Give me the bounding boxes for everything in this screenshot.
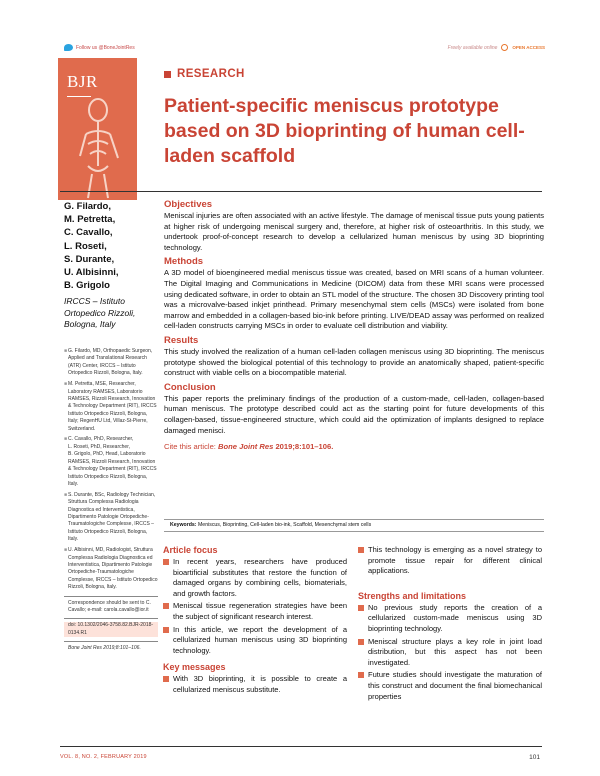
cite-details: 2019;8:101–106. <box>275 442 334 452</box>
notes-divider <box>64 618 158 619</box>
bullet-square-icon <box>163 603 169 609</box>
cite-journal: Bone Joint Res <box>218 442 274 452</box>
article-title: Patient-specific meniscus prototype based on 3D bioprinting of human cell-laden scaffold <box>164 95 525 167</box>
open-access-lock-icon <box>501 44 508 51</box>
author-note: ■ S. Durante, BSc, Radiology Technician, Struttura Complessa Radiologia Diagnostica ed Interventistica, Dipartimento Patologie Ortopediche-Traumatologiche Complesse, IRCCS – Istituto Ortopedico Rizzoli, Bologna, Italy. <box>64 491 156 543</box>
author-notes <box>64 348 158 656</box>
list-item: Meniscal tissue regeneration strategies have been the subject of significant research interest. <box>163 601 347 622</box>
doi-link[interactable]: doi: 10.1302/2046-3758.82.BJR-2018-0134.R1 <box>64 622 158 637</box>
author: B. Grigolo <box>64 280 110 292</box>
list-item: In this article, we report the development of a cellularized human meniscus using 3D bioprinting technology. <box>163 625 347 657</box>
bjr-citation: Bone Joint Res 2019;8:101–106. <box>68 645 141 652</box>
section-label <box>164 68 245 80</box>
keywords-label: Keywords: <box>170 522 197 528</box>
summary-right-column <box>358 539 542 704</box>
article-focus-heading: Article focus <box>163 545 218 555</box>
key-messages-heading: Key messages <box>163 662 226 673</box>
cite-this-article <box>164 442 544 451</box>
objectives-text: Meniscal injuries are often associated with an active lifestyle. The damage of meniscal tissue puts young patients at higher risk of undergoing meniscal surgery and, therefore, at higher risk of osteoarthritis. In this study, we undertook proof-of-concept research to develop a cellularized human meniscus by using 3D bioprinting technology. <box>164 211 544 252</box>
twitter-link[interactable] <box>64 44 135 51</box>
author-note: ■ M. Petretta, MSE, Researcher, Laboratory RAMSES, Laboratorio RAMSES, Rizzoli Research, Innovation & Technology Department (RIT), IRCCS Istituto Ortopedico Rizzoli, Bologna, Italy; RegenHU Ltd, Villaz-St-Pierre, Switzerland. <box>64 381 157 432</box>
list-item: No previous study reports the creation of a cellularized custom-made meniscus using 3D bioprinting technology. <box>358 603 542 635</box>
strengths-heading: Strengths and limitations <box>358 590 467 601</box>
list-item: Future studies should investigate the maturation of this construct and document the final biomechanical properties <box>358 670 542 702</box>
bullet-square-icon <box>358 672 364 678</box>
methods-text: A 3D model of bioengineered medial meniscus tissue was created, based on MRI scans of a human volunteer. The Digital Imaging and Communications in Medicine (DICOM) data from these MRI scans were processed using dedicated software, in order to obtain an STL model of the structure. The chosen 3D Discovery printing tool was a microvalve-based inkjet printhead. Primary mesenchymal stem cells (MSCs) were isolated from bone marrow and embedded in a collagen-based bio-ink before printing. LIVE/DEAD assay was performed on realized cell-laden constructs carrying MSCs in order to evaluate cell distribution and viability. <box>164 268 544 331</box>
open-access-banner <box>448 44 545 51</box>
author: U. Albisinni, <box>64 267 119 279</box>
keywords <box>164 519 544 532</box>
author: M. Petretta, <box>64 214 116 226</box>
list-item: With 3D bioprinting, it is possible to create a cellularized meniscus substitute. <box>163 674 347 695</box>
results-text: This study involved the realization of a human cell-laden collagen meniscus using 3D bioprinting. The meniscus prototype showed the biological potential of this technology to provide an anatomically shaped, patient-specific construct with viable cells on a biocompatible material. <box>164 346 544 378</box>
list-item: This technology is emerging as a novel strategy to promote tissue repair for different clinical applications. <box>358 545 542 577</box>
author-note: ■ U. Albisinni, MD, Radiologist, Struttura Complessa Radiologia Diagnostica ed Interventistica, Dipartimento Patologie Ortopediche-Traumatologiche Complesse, IRCCS – Istituto Ortopedico Rizzoli, Bologna, Italy. <box>64 547 158 591</box>
page-number: 101 <box>529 754 540 761</box>
summary-box <box>159 539 541 742</box>
cite-label: Cite this article: <box>164 442 216 452</box>
notes-divider <box>64 596 158 597</box>
bullet-square-icon <box>163 676 169 682</box>
methods-heading: Methods <box>164 256 204 268</box>
author-note: ■ C. Cavallo, PhD, Researcher, L. Roseti, PhD, Researcher, B. Grigolo, PhD, Head, Laboratorio RAMSES, Rizzoli Research, Innovation & Technology Department (RIT), IRCCS Istituto Ortopedico Rizzoli, Bologna, Italy. <box>64 436 157 487</box>
bullet-square-icon <box>358 605 364 611</box>
conclusion-heading: Conclusion <box>164 381 216 393</box>
bullet-square-icon <box>358 547 364 553</box>
keywords-text: Meniscus, Bioprinting, Cell-laden bio-ink, Scaffold, Mesenchymal stem cells <box>197 522 372 528</box>
twitter-bird-icon <box>64 44 73 51</box>
correspondence: Correspondence should be sent to C. Cavallo; e-mail: carola.cavallo@ior.it <box>68 599 151 613</box>
notes-divider <box>64 641 158 642</box>
bullet-square-icon <box>163 627 169 633</box>
skeleton-bone-icon <box>78 96 128 200</box>
bullet-square-icon <box>358 639 364 645</box>
author-list <box>64 200 156 292</box>
author-note: ■ G. Filardo, MD, Orthopaedic Surgeon, Applied and Translational Research (ATR) Center, IRCCS – Istituto Ortopedico Rizzoli, Bologna, Italy. <box>64 348 153 377</box>
conclusion-text: This paper reports the preliminary findings of the production of a custom-made, cell-laden, collagen-based human meniscus. The prototype described could act as the starting point for future developments of this collagen-based, tissue-engineered structure, which could aid the optimization of implants designed to replace damaged menisci. <box>164 393 544 435</box>
journal-logo: BJR <box>67 72 98 91</box>
section-label-text: RESEARCH <box>177 68 245 80</box>
list-item: In recent years, researchers have produced bioartificial substitutes that restore the function of damaged organs by combining cells, biomaterials, and growth factors. <box>163 557 347 599</box>
affiliation: IRCCS – Istituto Ortopedico Rizzoli, Bologna, Italy <box>64 296 136 329</box>
section-square-icon <box>164 71 171 78</box>
abstract <box>164 196 544 451</box>
issue-info: VOL. 8, NO. 2, FEBRUARY 2019 <box>60 754 147 760</box>
journal-logo-bar <box>58 58 137 200</box>
top-divider <box>60 191 542 192</box>
freely-available-text: Freely available online <box>447 44 498 51</box>
author: G. Filardo, <box>64 201 111 212</box>
twitter-handle: Follow us @BoneJointRes <box>76 44 135 51</box>
summary-left-column <box>163 539 347 698</box>
bullet-square-icon <box>163 559 169 565</box>
author: L. Roseti, <box>64 240 107 252</box>
author: C. Cavallo, <box>64 227 113 239</box>
list-item: Meniscal structure plays a key role in joint load distribution, but this aspect has not been investigated. <box>358 637 542 669</box>
author: S. Durante, <box>64 253 115 265</box>
objectives-heading: Objectives <box>164 199 213 210</box>
open-access-label: OPEN ACCESS <box>512 45 545 50</box>
bottom-divider <box>60 746 542 747</box>
results-heading: Results <box>164 334 199 346</box>
